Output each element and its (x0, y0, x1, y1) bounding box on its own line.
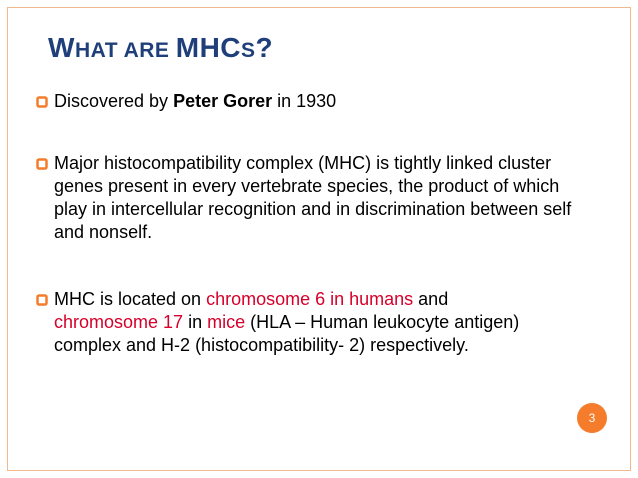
bullet-text (54, 152, 574, 244)
text-segment: (HLA – Human leukocyte antigen) complex and H-2 (histocompatibility- 2) respectively. (54, 312, 520, 355)
title-part: ? (255, 32, 274, 63)
title-part: MHC (175, 32, 242, 63)
text-segment: Major histocompatibility complex (MHC) is tightly linked cluster genes present in every vertebrate species, the product of which play in intercellular recognition and in discrimination between self and nonself. (54, 153, 572, 242)
text-segment-bold: Peter Gorer (173, 91, 273, 111)
bullet-item (34, 152, 594, 244)
text-segment-highlight: mice (207, 312, 246, 332)
text-segment: Discovered by (54, 91, 174, 111)
hollow-square-bullet-icon (34, 152, 50, 175)
hollow-square-bullet-icon (34, 90, 50, 113)
text-segment: in 1930 (272, 91, 337, 111)
bullet-item (34, 288, 594, 357)
text-segment-highlight: chromosome 6 in humans (206, 289, 414, 309)
slide-title (48, 32, 273, 64)
page-number: 3 (588, 411, 596, 425)
page-number-badge (577, 403, 607, 433)
text-segment: MHC is located on (54, 289, 207, 309)
text-segment-highlight: chromosome 17 (54, 312, 184, 332)
title-part: W (48, 32, 75, 63)
hollow-square-bullet-icon (34, 288, 50, 311)
title-part: S (241, 39, 256, 62)
text-segment: and (413, 289, 449, 309)
bullet-text (54, 288, 544, 357)
text-segment: in (183, 312, 208, 332)
bullet-item (34, 90, 594, 113)
bullet-text (54, 90, 594, 113)
title-part: HAT ARE (74, 39, 176, 62)
